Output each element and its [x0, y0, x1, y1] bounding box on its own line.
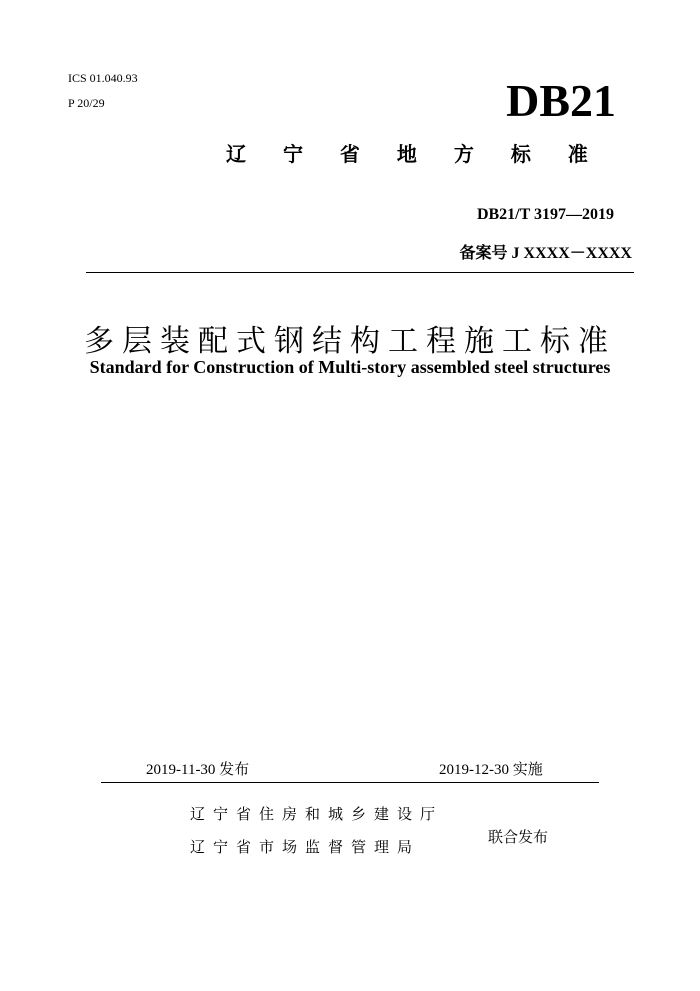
record-number: 备案号 J XXXX－XXXX	[459, 245, 632, 262]
bottom-divider	[101, 782, 599, 783]
issuer-market-regulation-bureau: 辽宁省市场监督管理局	[190, 838, 421, 856]
joint-issue-label: 联合发布	[488, 828, 549, 846]
ccs-code: P 20/29	[68, 96, 105, 110]
issuer-housing-department: 辽宁省住房和城乡建设厅	[190, 805, 444, 823]
ics-code: ICS 01.040.93	[68, 71, 138, 85]
title-chinese: 多层装配式钢结构工程施工标准	[84, 324, 616, 359]
standard-number: DB21/T 3197—2019	[476, 206, 614, 223]
issue-date: 2019-11-30 发布	[146, 762, 250, 778]
standard-type: 辽 宁 省 地 方 标 准	[226, 142, 603, 166]
standard-code-mark: DB21	[506, 75, 616, 126]
top-divider	[86, 272, 634, 273]
title-english: Standard for Construction of Multi-story assembled steel structures	[89, 357, 611, 377]
implementation-date: 2019-12-30 实施	[439, 762, 543, 778]
